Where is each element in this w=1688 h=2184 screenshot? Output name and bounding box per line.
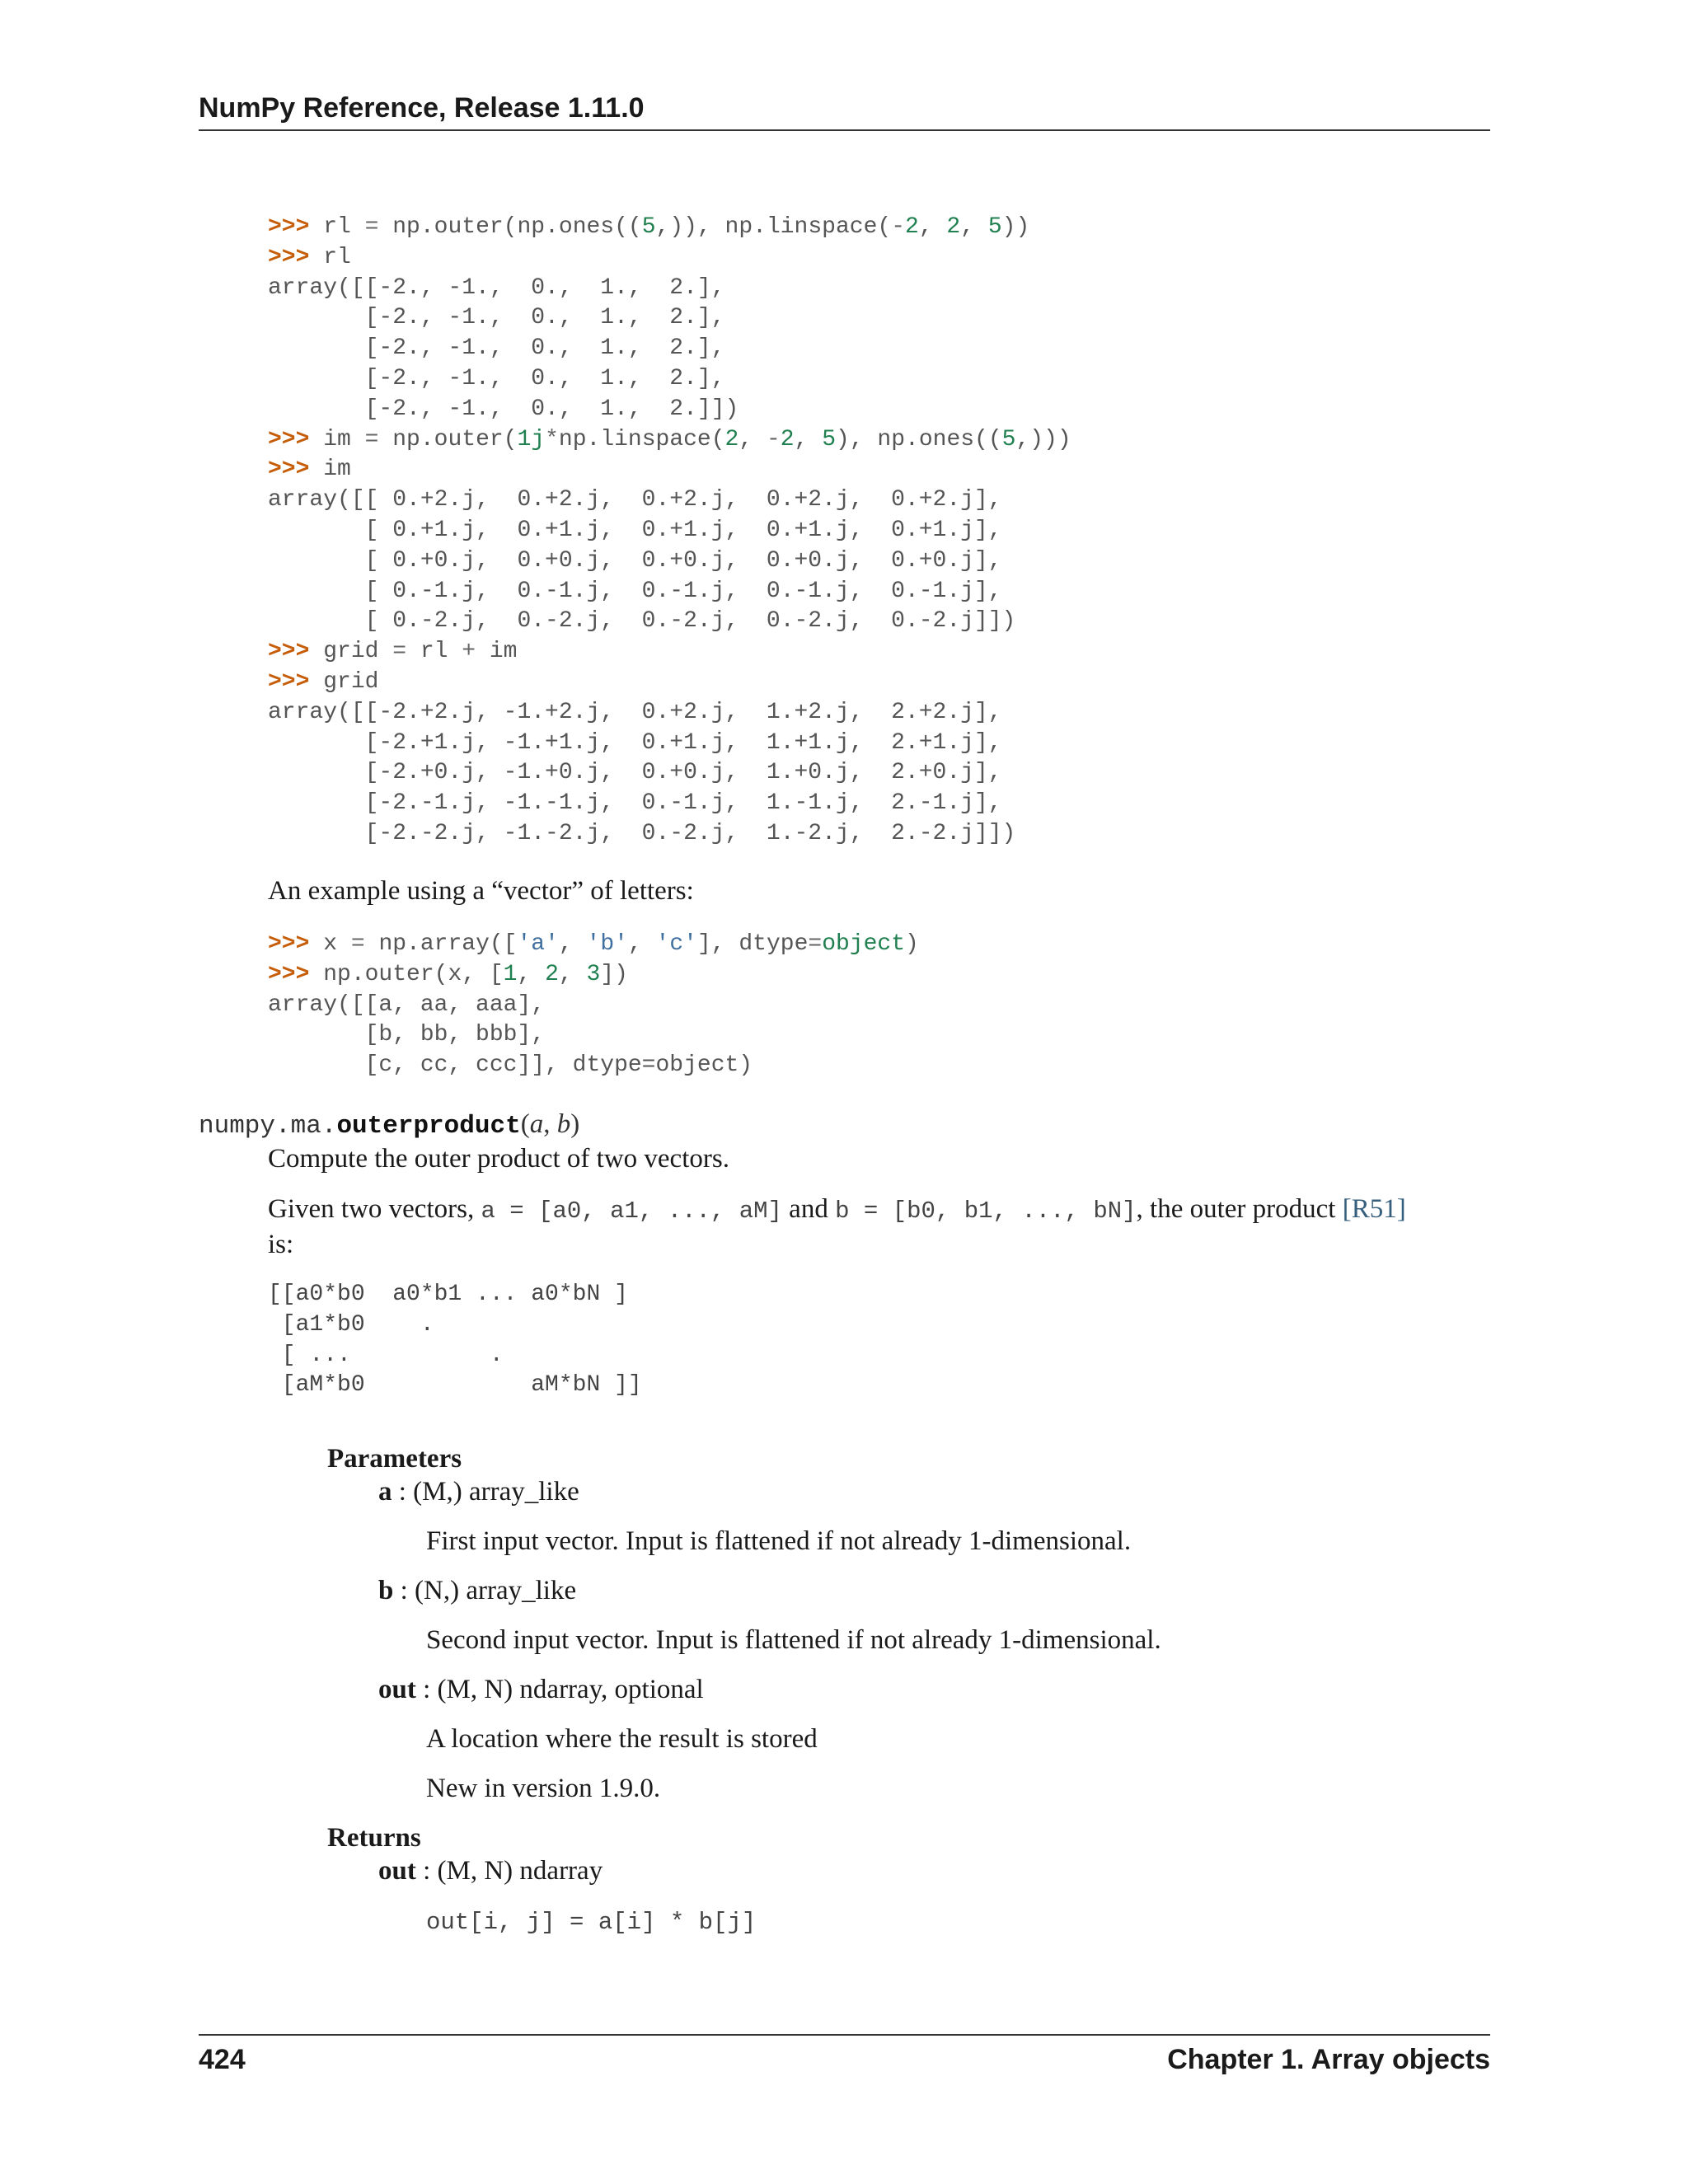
code-line: >>> im [268, 457, 351, 483]
param-b: b : (N,) array_like [378, 1576, 577, 1605]
code-line: array([[a, aa, aaa], [268, 991, 546, 1018]
return-expression: out[i, j] = a[i] * b[j] [426, 1909, 757, 1936]
outer-product-description: Given two vectors, a = [a0, a1, ..., aM] and b = [b0, b1, ..., bN], the outer product [R51] is: [268, 1194, 1406, 1259]
signature-function-name: outerproduct [336, 1112, 521, 1141]
code-line: [-2.+1.j, -1.+1.j, 0.+1.j, 1.+1.j, 2.+1.j], [268, 729, 1002, 756]
param-b-description: Second input vector. Input is flattened if not already 1-dimensional. [426, 1625, 1161, 1655]
footer-rule [199, 2034, 1490, 2036]
param-out: out : (M, N) ndarray, optional [378, 1675, 704, 1704]
code-line: >>> np.outer(x, [1, 2, 3]) [268, 961, 628, 987]
code-example-outer-grid [268, 213, 1071, 850]
code-line: [ 0.+0.j, 0.+0.j, 0.+0.j, 0.+0.j, 0.+0.j], [268, 547, 1002, 574]
code-line: [-2.+0.j, -1.+0.j, 0.+0.j, 1.+0.j, 2.+0.j], [268, 760, 1002, 786]
param-a: a : (M,) array_like [378, 1477, 579, 1507]
param-a-description: First input vector. Input is flattened if not already 1-dimensional. [426, 1526, 1132, 1556]
code-line: [c, cc, ccc]], dtype=object) [268, 1052, 753, 1079]
function-summary: Compute the outer product of two vectors. [268, 1144, 729, 1174]
code-line: >>> im = np.outer(1j*np.linspace(2, -2, 5), np.ones((5,))) [268, 426, 1071, 452]
signature-arg-b: b [556, 1109, 571, 1139]
code-line: [-2.-1.j, -1.-1.j, 0.-1.j, 1.-1.j, 2.-1.j], [268, 790, 1002, 817]
code-line: array([[ 0.+2.j, 0.+2.j, 0.+2.j, 0.+2.j, 0.+2.j], [268, 487, 1002, 513]
code-line: array([[-2.+2.j, -1.+2.j, 0.+2.j, 1.+2.j, 2.+2.j], [268, 699, 1002, 725]
chapter-title: Chapter 1. Array objects [1167, 2044, 1490, 2075]
code-line: >>> rl [268, 244, 351, 270]
signature-arguments: (a, b) [520, 1109, 580, 1139]
code-line: [-2.-2.j, -1.-2.j, 0.-2.j, 1.-2.j, 2.-2.j]]) [268, 820, 1016, 846]
code-line: array([[-2., -1., 0., 1., 2.], [268, 274, 725, 301]
returns-heading: Returns [327, 1823, 421, 1853]
signature-module: numpy.ma. [199, 1112, 337, 1141]
parameters-heading: Parameters [327, 1444, 462, 1474]
code-line: >>> grid = rl + im [268, 639, 518, 665]
vector-b-expression: b = [b0, b1, ..., bN] [835, 1197, 1137, 1225]
signature-arg-a: a [529, 1109, 544, 1139]
code-line: [ 0.-2.j, 0.-2.j, 0.-2.j, 0.-2.j, 0.-2.j]]) [268, 608, 1016, 635]
vector-example-intro: An example using a “vector” of letters: [268, 876, 694, 906]
code-line: [-2., -1., 0., 1., 2.]]) [268, 396, 739, 422]
param-out-version-note: New in version 1.9.0. [426, 1774, 661, 1803]
function-signature [199, 1109, 579, 1141]
code-line: [-2., -1., 0., 1., 2.], [268, 365, 725, 391]
code-line: >>> x = np.array(['a', 'b', 'c'], dtype=object) [268, 931, 919, 957]
outer-product-matrix: [[a0*b0 a0*b1 ... a0*bN ] [a1*b0 . [ ... . [aM*b0 aM*bN ]] [268, 1282, 642, 1399]
code-line: [-2., -1., 0., 1., 2.], [268, 305, 725, 331]
reference-link-r51[interactable]: [R51] [1342, 1194, 1406, 1224]
code-line: [ 0.+1.j, 0.+1.j, 0.+1.j, 0.+1.j, 0.+1.j], [268, 517, 1002, 543]
code-line: [b, bb, bbb], [268, 1022, 546, 1048]
page-number: 424 [199, 2044, 246, 2075]
code-line: [ 0.-1.j, 0.-1.j, 0.-1.j, 0.-1.j, 0.-1.j], [268, 578, 1002, 604]
code-line: >>> rl = np.outer(np.ones((5,)), np.linspace(-2, 2, 5)) [268, 214, 1030, 240]
code-line: [-2., -1., 0., 1., 2.], [268, 335, 725, 362]
code-example-vector-letters [268, 930, 919, 1081]
running-header: NumPy Reference, Release 1.11.0 [199, 92, 1490, 131]
vector-a-expression: a = [a0, a1, ..., aM] [481, 1197, 782, 1225]
param-out-description: A location where the result is stored [426, 1724, 818, 1754]
return-out: out : (M, N) ndarray [378, 1856, 603, 1886]
code-line: >>> grid [268, 668, 379, 695]
